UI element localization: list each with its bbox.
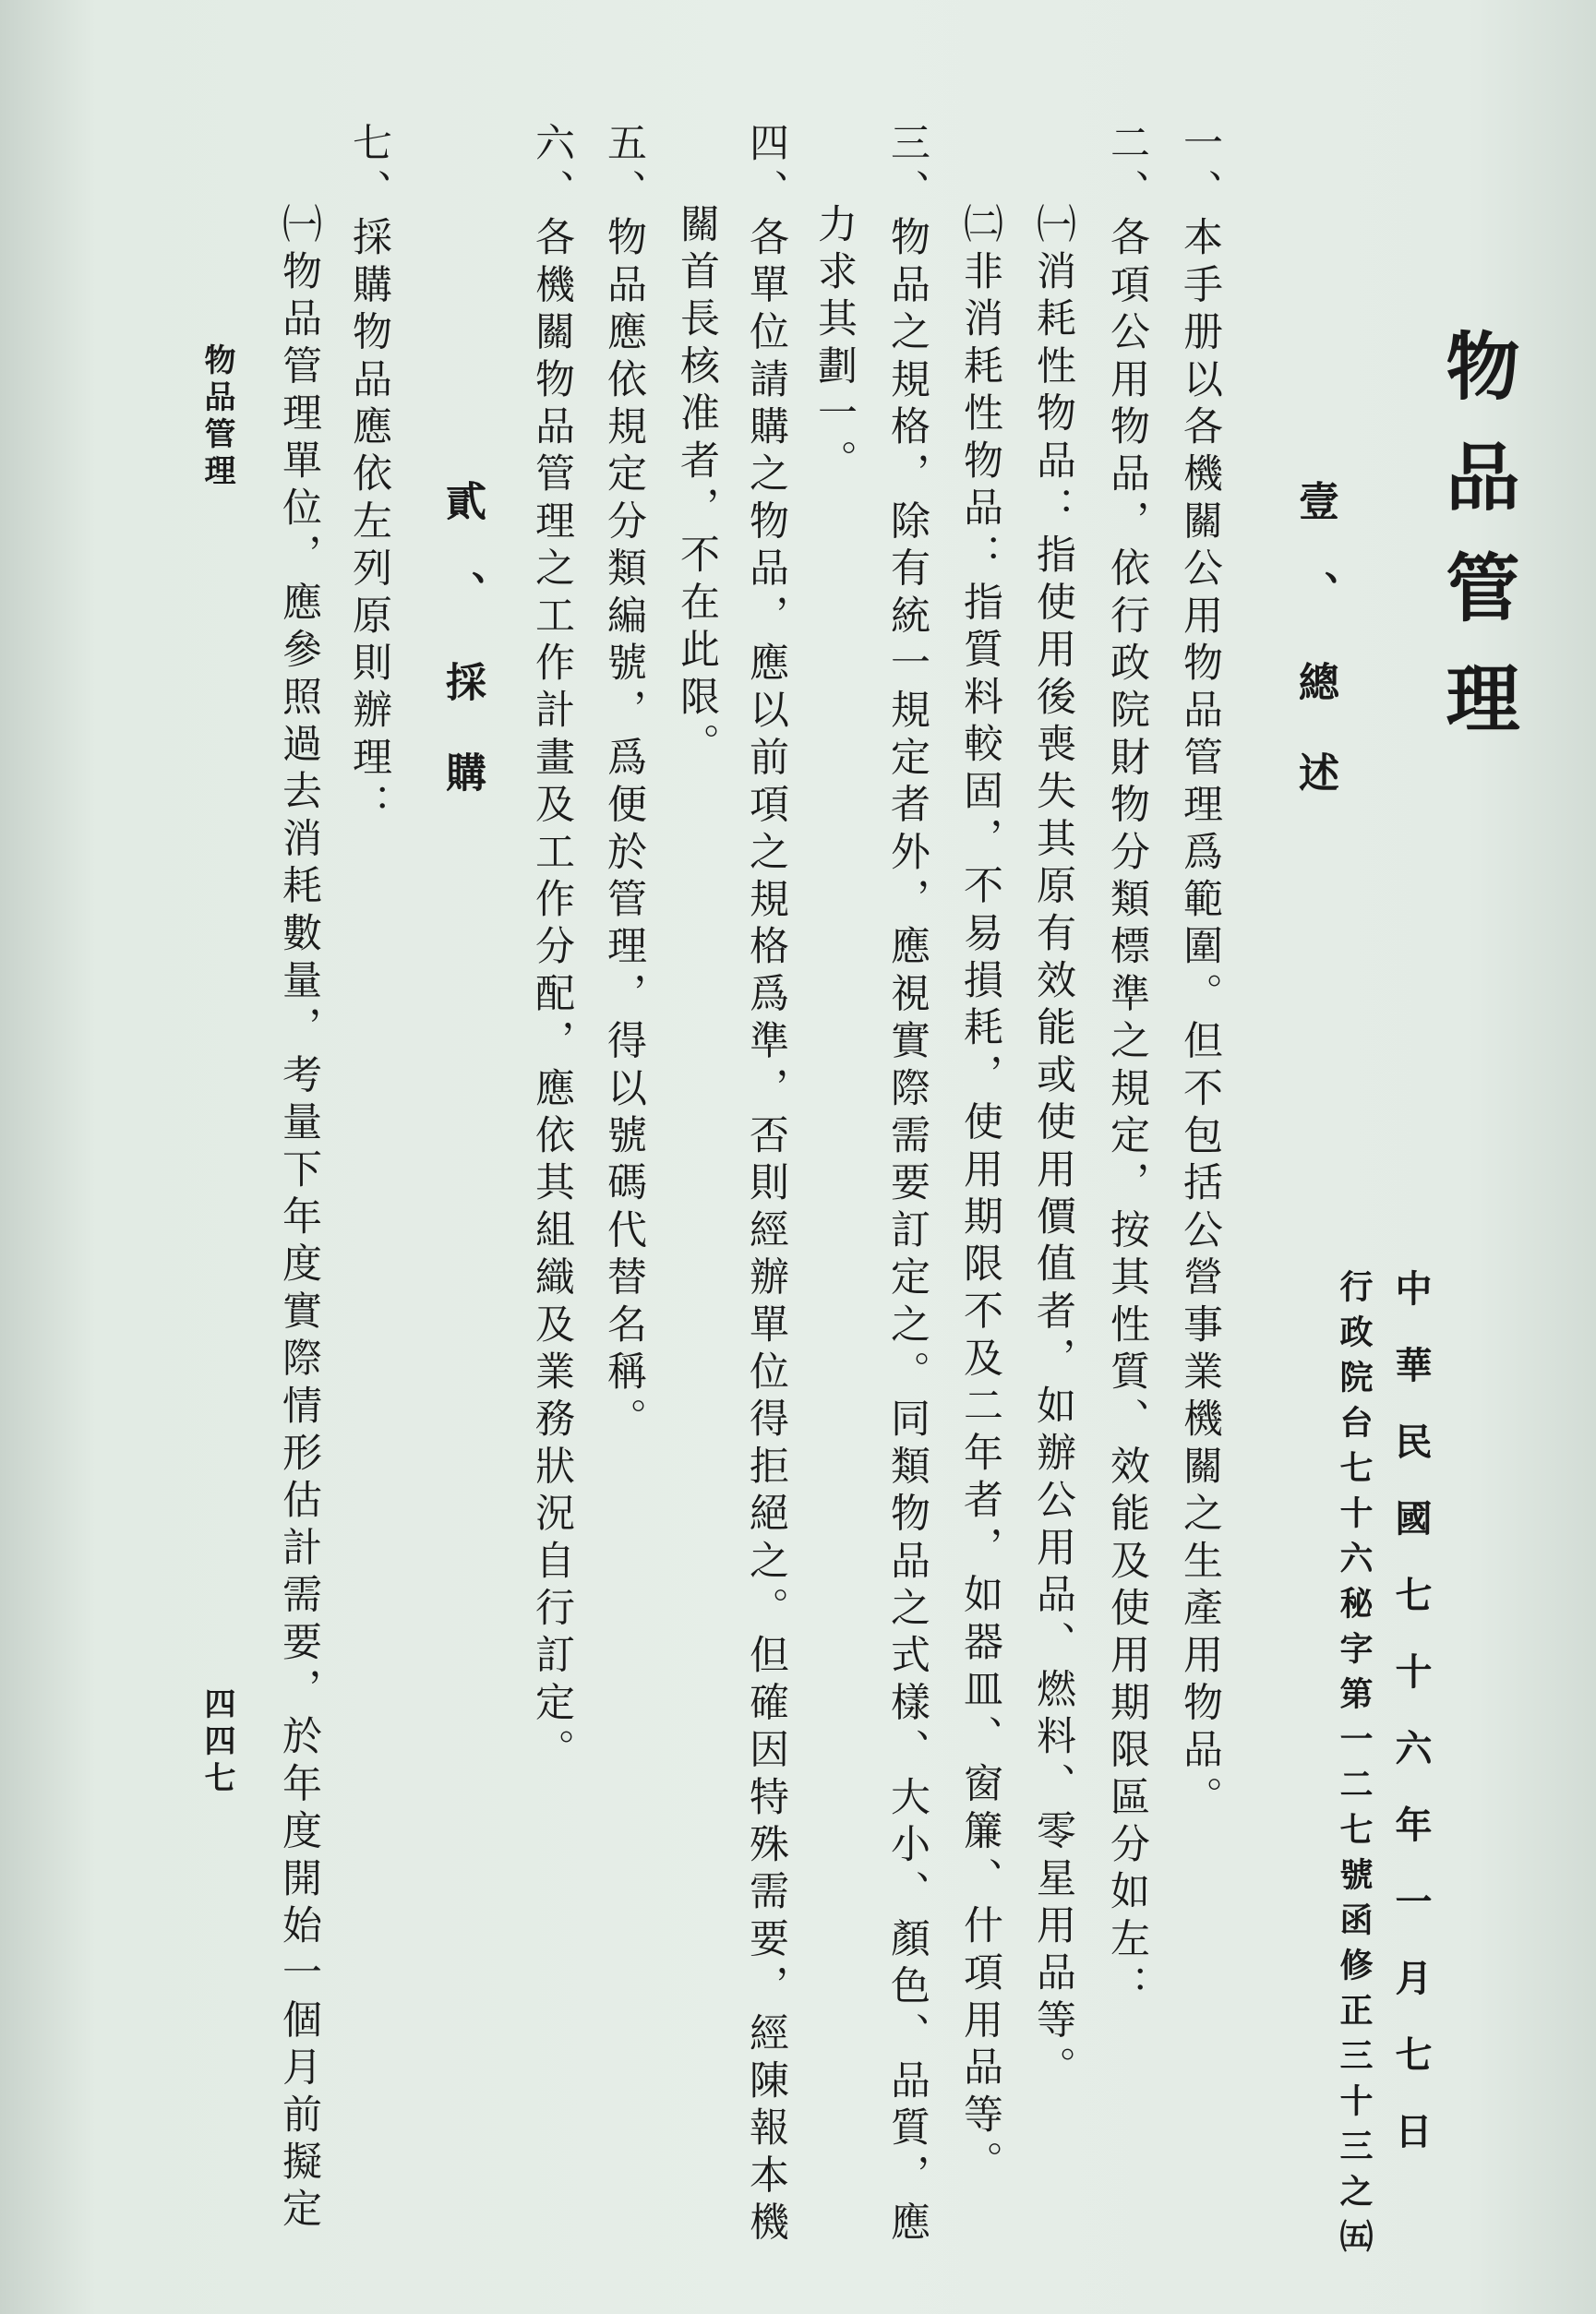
text-line: 七、採購物品應依左列原則辦理： <box>346 122 392 831</box>
text-line: 五、物品應依規定分類編號，爲便於管理，得以號碼代替名稱。 <box>601 122 647 1445</box>
text-line: 三、物品之規格，除有統一規定者外，應視實際需要訂定之。同類物品之式樣、大小、顏色、品質，應 <box>884 122 930 2248</box>
document-title: 物品管理 <box>1434 328 1520 771</box>
document-reference: 行政院台七十六秘字第一二七號函修正三十三之㈤ <box>1335 1269 1373 2264</box>
section-heading-procurement: 貳、採購 <box>438 480 486 842</box>
text-line: 一、本手册以各機關公用物品管理爲範圍。但不包括公營事業機關之生產用物品。 <box>1177 122 1223 1824</box>
text-line: 六、各機關物品管理之工作計畫及工作分配，應依其組織及業務狀況自行訂定。 <box>529 122 575 1776</box>
section-heading-general: 壹、總述 <box>1291 480 1338 842</box>
document-date: 中華民國七十六年一月七日 <box>1389 1269 1432 2188</box>
text-line: 二、各項公用物品，依行政院財物分類標準之規定，按其性質、效能及使用期限區分如左： <box>1104 122 1150 2012</box>
text-line: ㈠消耗性物品：指使用後喪失其原有效能或使用價值者，如辦公用品、燃料、零星用品等。 <box>1030 203 1076 2093</box>
page-number: 四四七 <box>198 1687 235 1798</box>
text-line: 關首長核准者，不在此限。 <box>674 203 720 771</box>
running-title: 物品管理 <box>198 343 235 491</box>
text-line: 四、各單位請購之物品，應以前項之規格爲準，否則經辦單位得拒絕之。但確因特殊需要，經陳報本機 <box>743 122 789 2248</box>
text-line: ㈡非消耗性物品：指質料較固，不易損耗，使用期限不及二年者，如器皿、窗簾、什項用品等。 <box>957 203 1003 2188</box>
text-line: 力求其劃一。 <box>811 203 858 487</box>
text-line: ㈠物品管理單位，應參照過去消耗數量，考量下年度實際情形估計需要，於年度開始一個月前擬定 <box>276 203 322 2236</box>
